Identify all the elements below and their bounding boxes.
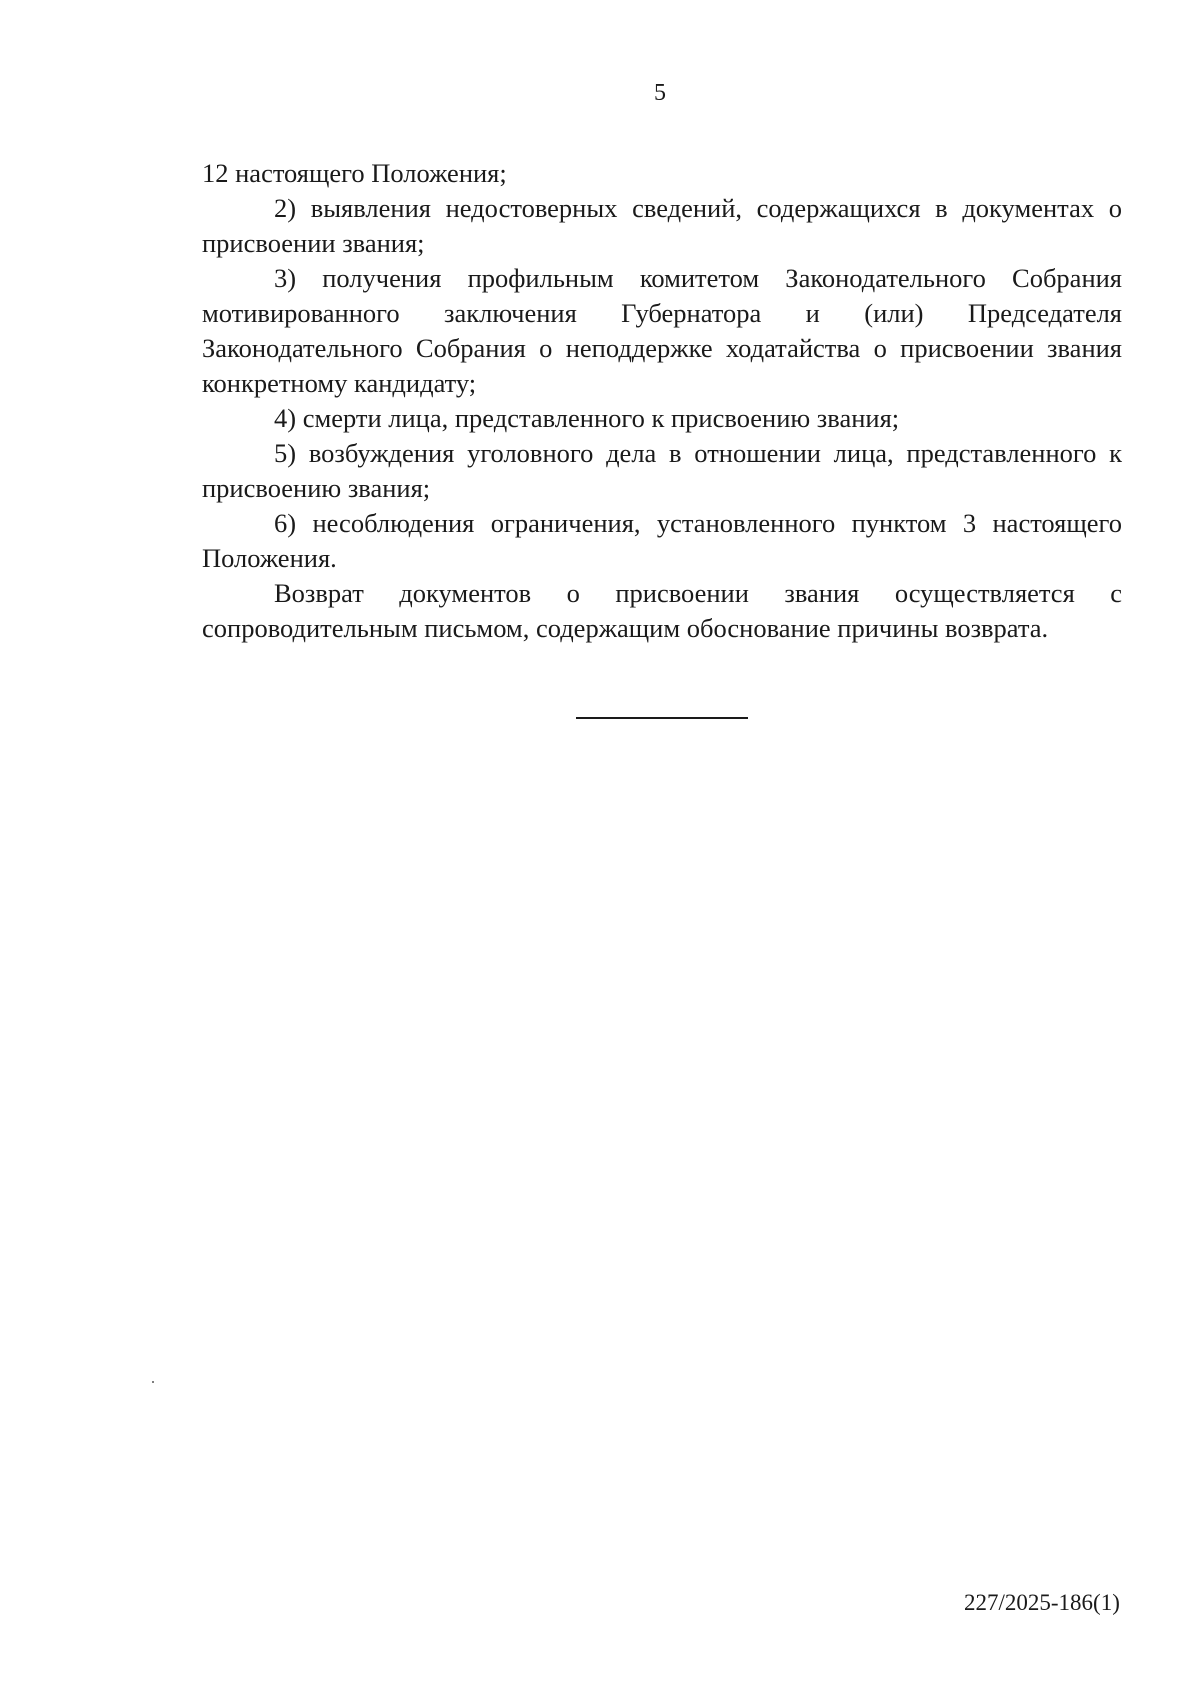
scan-speck [152,1381,154,1383]
list-item-4: 4) смерти лица, представленного к присвоению звания; [274,403,900,433]
document-number: 227/2025-186(1) [964,1590,1120,1615]
list-item-6: 6) несоблюдения ограничения, установленного пунктом 3 настоящего Положения. [202,508,1122,573]
list-item-2: 2) выявления недостоверных сведений, содержащихся в документах о присвоении звания; [202,193,1122,258]
paragraph-continuation: 12 настоящего Положения; [202,158,507,188]
body-text [202,156,1122,646]
list-item-3: 3) получения профильным комитетом Законодательного Собрания мотивированного заключения Губернатора и (или) Председателя Законодательного Собрания о неподдержке ходатайства о присвоении звания конкретному кандидату; [202,263,1122,398]
closing-paragraph: Возврат документов о присвоении звания осуществляется с сопроводительным письмом, содержащим обоснование причины возврата. [202,578,1122,643]
list-item-5: 5) возбуждения уголовного дела в отношении лица, представленного к присвоению звания; [202,438,1122,503]
page-number: 5 [654,80,666,106]
separator-line [576,717,748,719]
